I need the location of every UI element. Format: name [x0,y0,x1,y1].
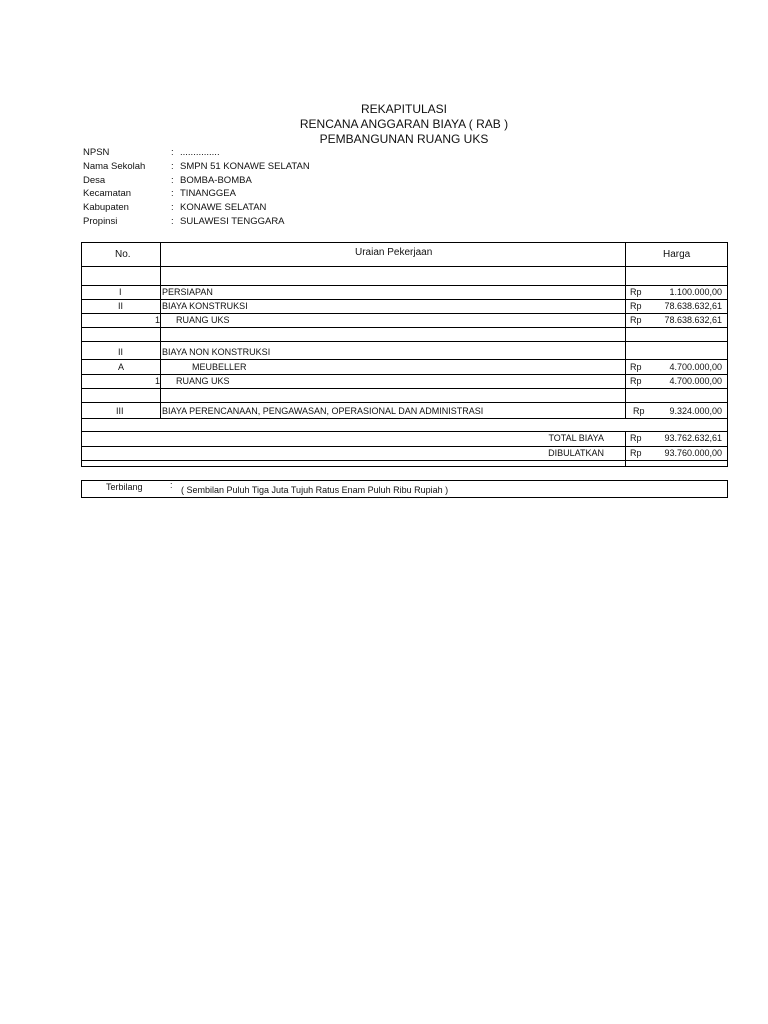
info-value: BOMBA-BOMBA [180,175,252,186]
info-colon: : [171,147,174,158]
terbilang-text: ( Sembilan Puluh Tiga Juta Tujuh Ratus Enam Puluh Ribu Rupiah ) [181,485,449,495]
row-divider [82,418,727,419]
rounded-label: DIBULATKAN [548,448,604,458]
info-value: SULAWESI TENGGARA [180,216,285,227]
currency-label: Rp [630,376,642,386]
row-amount: 4.700.000,00 [669,362,722,372]
info-label: Nama Sekolah [83,161,146,172]
header-harga: Harga [663,249,691,260]
total-label: TOTAL BIAYA [548,433,604,443]
row-description: MEUBELLER [192,362,247,372]
header-no: No. [115,249,131,260]
info-value: ............... [180,147,220,158]
row-number: II [118,347,124,357]
row-number: II [118,301,124,311]
row-divider [82,266,727,267]
info-value: TINANGGEA [180,188,236,199]
info-label: Propinsi [83,216,118,227]
info-value: KONAWE SELATAN [180,202,267,213]
doc-title: REKAPITULASI [360,102,448,116]
row-divider [82,402,727,403]
terbilang-label: Terbilang [106,482,143,492]
row-description: RUANG UKS [176,315,230,325]
info-row-regency [83,202,483,215]
terbilang-colon: : [170,480,173,490]
row-number: A [118,362,125,372]
currency-label: Rp [633,406,645,416]
info-row-district [83,188,483,201]
row-amount: 4.700.000,00 [669,376,722,386]
info-label: Kabupaten [83,202,129,213]
row-description: PERSIAPAN [162,287,213,297]
row-number: I [119,287,122,297]
info-row-npsn [83,147,483,160]
info-label: Kecamatan [83,188,132,199]
row-description: BIAYA KONSTRUKSI [162,301,248,311]
row-amount: 78.638.632,61 [664,301,722,311]
terbilang-box [81,480,728,498]
info-colon: : [171,175,174,186]
row-number: III [116,406,124,416]
row-amount: 9.324.000,00 [669,406,722,416]
row-divider [82,460,727,461]
currency-label: Rp [630,448,642,458]
column-divider [625,243,626,419]
row-description: BIAYA NON KONSTRUKSI [162,347,271,357]
info-row-school [83,161,483,174]
row-number: 1 [155,315,161,325]
column-divider [160,243,161,419]
info-colon: : [171,161,174,172]
info-colon: : [171,216,174,227]
row-description: RUANG UKS [176,376,230,386]
info-colon: : [171,188,174,199]
info-label: Desa [83,175,106,186]
column-divider [625,431,626,467]
header-uraian: Uraian Pekerjaan [355,247,433,258]
info-row-village [83,175,483,188]
currency-label: Rp [630,301,642,311]
rab-summary-table [81,242,728,467]
row-divider [82,341,727,342]
currency-label: Rp [630,362,642,372]
info-value: SMPN 51 KONAWE SELATAN [180,161,310,172]
currency-label: Rp [630,287,642,297]
info-colon: : [171,202,174,213]
info-label: NPSN [83,147,110,158]
row-divider [82,388,727,389]
row-number: 1 [155,376,161,386]
doc-subtitle: RENCANA ANGGARAN BIAYA ( RAB ) [299,117,509,131]
row-amount: 1.100.000,00 [669,287,722,297]
info-row-province [83,216,483,229]
currency-label: Rp [630,315,642,325]
doc-project-name: PEMBANGUNAN RUANG UKS [319,132,489,146]
row-amount: 78.638.632,61 [664,315,722,325]
row-divider [82,359,727,360]
row-description: BIAYA PERENCANAAN, PENGAWASAN, OPERASIONAL DAN ADMINISTRASI [162,406,484,416]
currency-label: Rp [630,433,642,443]
row-divider [82,327,727,328]
total-amount: 93.762.632,61 [664,433,722,443]
rounded-amount: 93.760.000,00 [664,448,722,458]
